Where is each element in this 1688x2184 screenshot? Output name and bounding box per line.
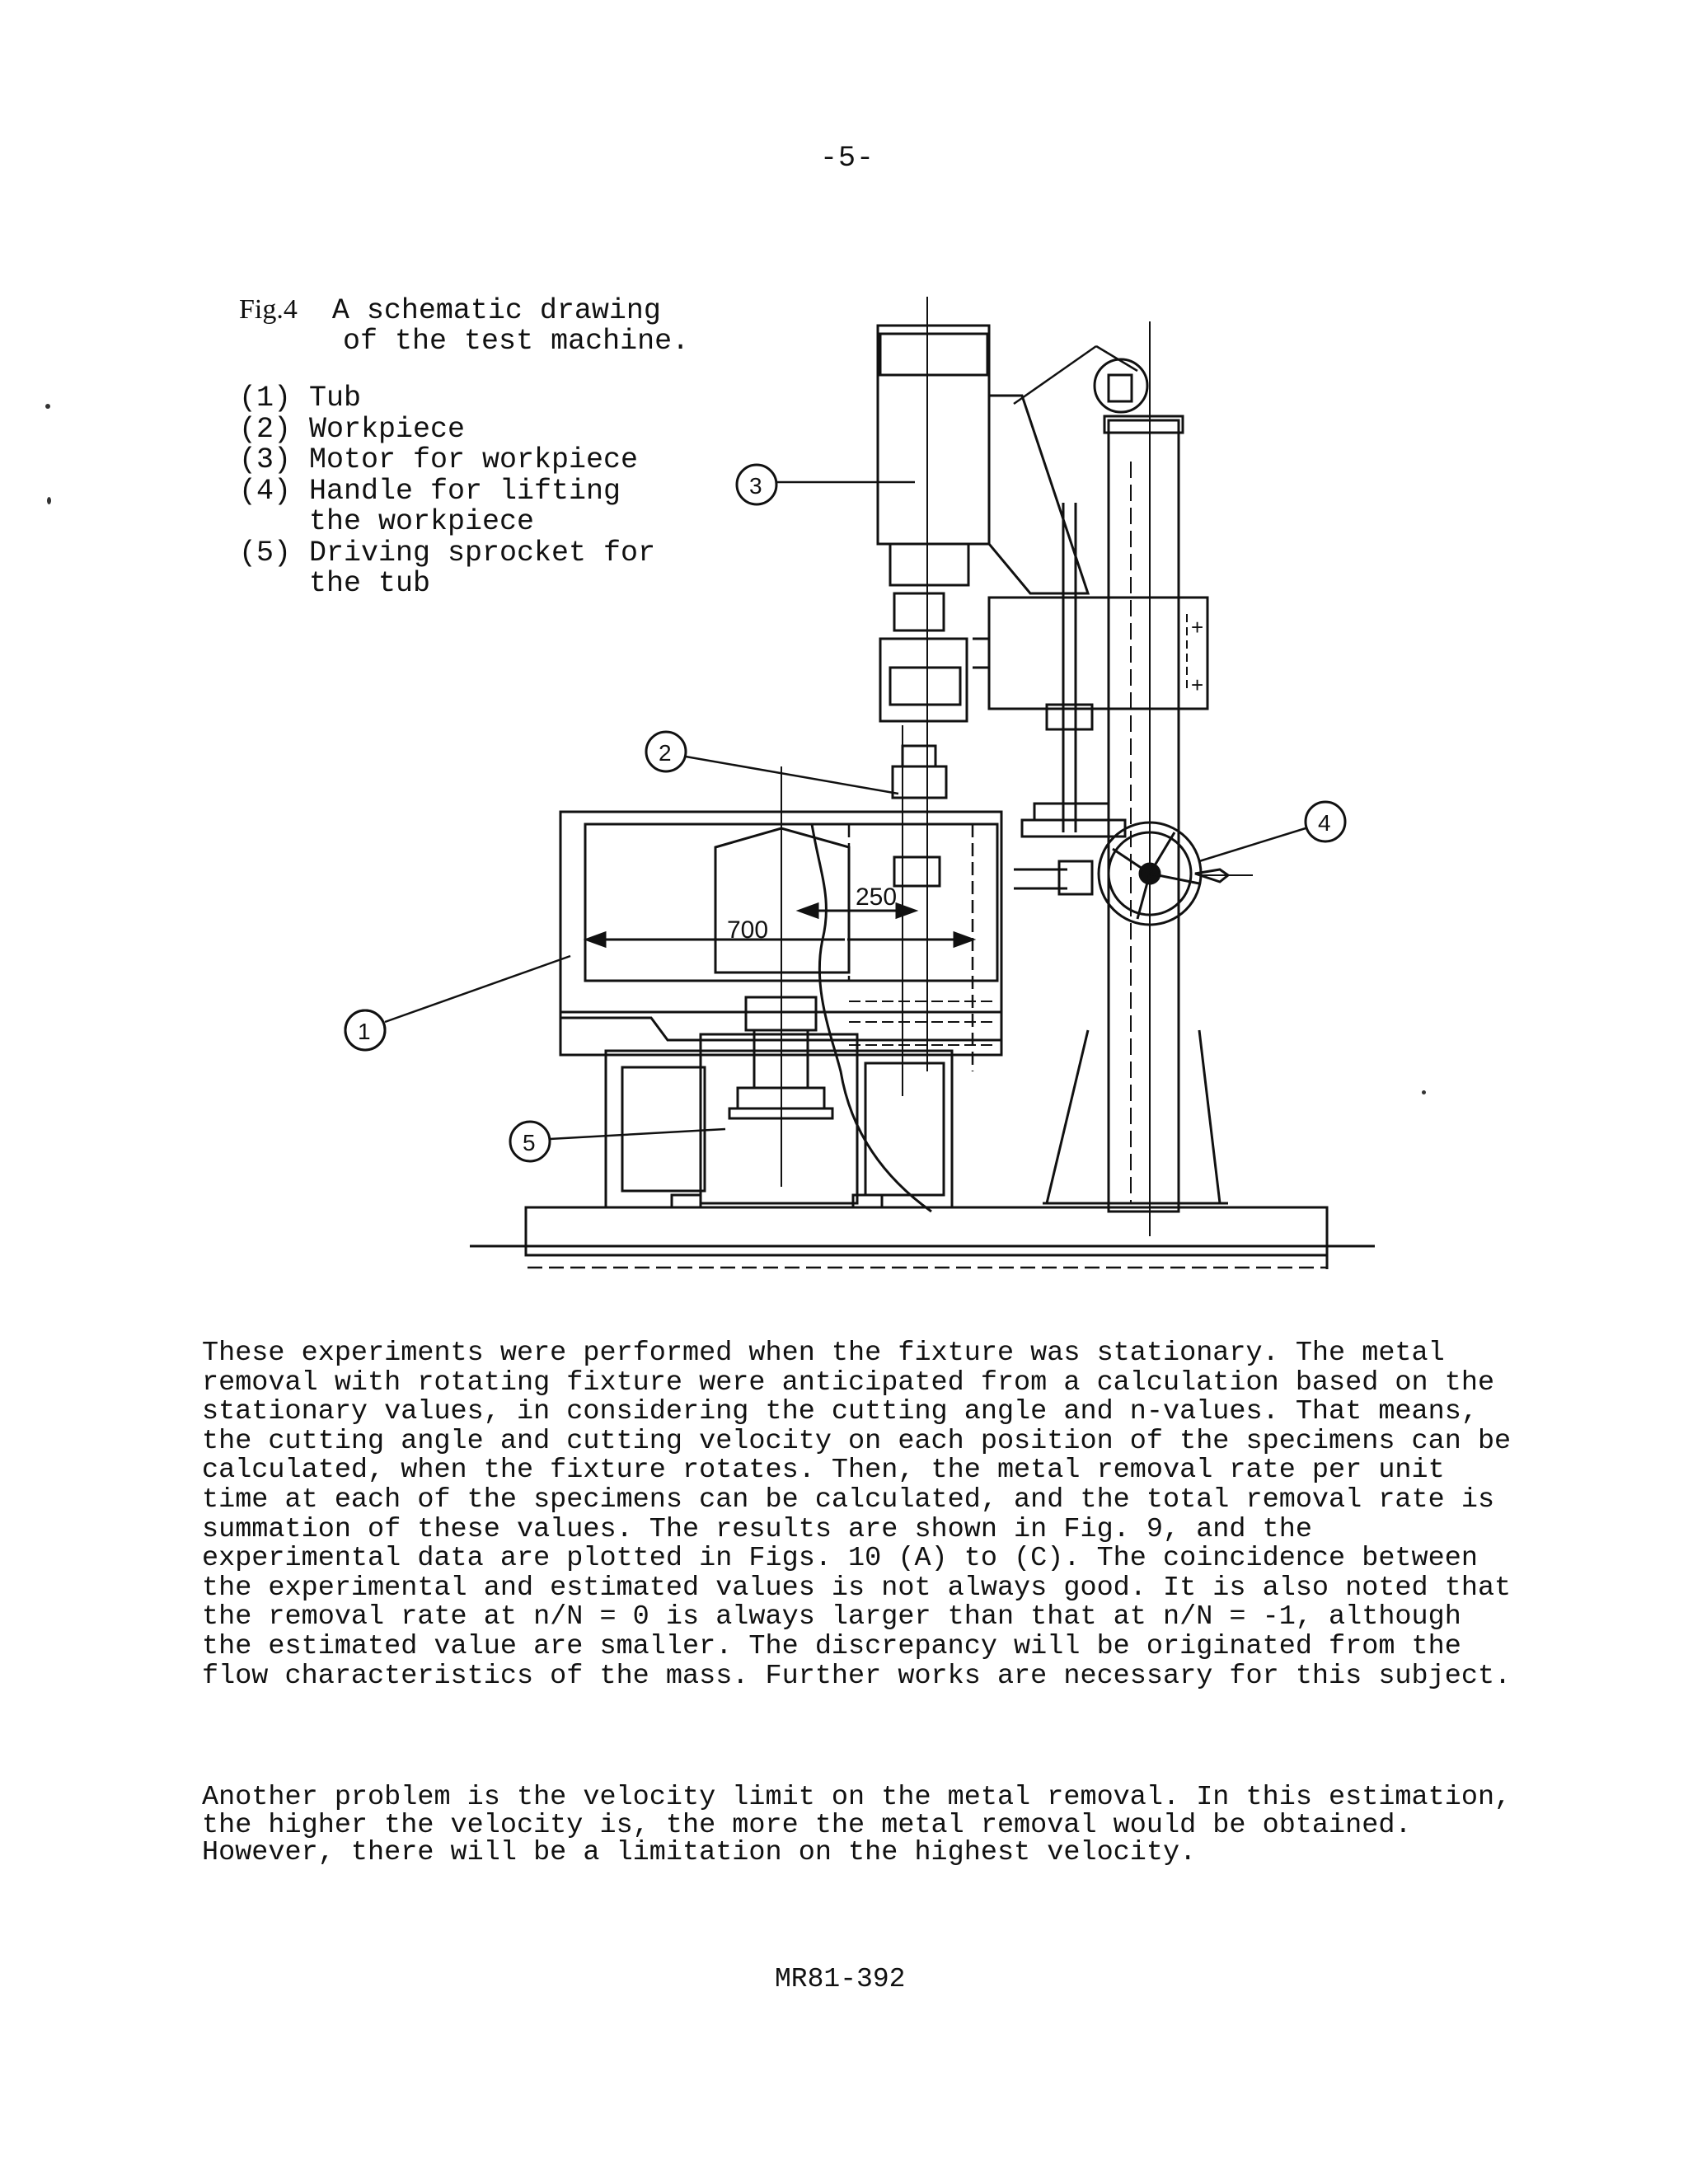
svg-text:+: + (1191, 615, 1204, 640)
dimension-250-label: 250 (856, 883, 898, 911)
scan-speck (45, 404, 50, 409)
legend-number: (3) (239, 443, 292, 476)
callout-2-label: 2 (659, 740, 672, 766)
scan-speck (47, 497, 51, 504)
legend-text: Tub (309, 382, 362, 415)
caption-line-1: A schematic drawing (331, 294, 661, 327)
callout-3-label: 3 (749, 473, 762, 499)
callout-4-label: 4 (1318, 810, 1331, 836)
legend-text: Driving sprocket for the tub (309, 536, 656, 600)
callout-1-label: 1 (358, 1019, 371, 1044)
workpiece (893, 766, 946, 798)
paragraph-2: Another problem is the velocity limit on the metal removal. In this estimation, the higher the velocity is, the more the metal removal would be obtained. However, there will be a limitation on the highest velocity. (202, 1782, 1512, 1868)
paragraph-1: These experiments were performed when the fixture was stationary. The metal removal with rotating fixture were anticipated from a calculation based on the stationary values, in considering the cutting angle and n-values. That means, the cutting angle and cutting velocity on each position of the specimens can be calculated, when the fixture rotates. Then, the metal removal rate per unit time at each of the specimens can be calculated, and the total removal rate is summation of these values. The results are shown in Fig. 9, and the experimental data are plotted in Figs. 10 (A) to (C). The coincidence between the experimental and estimated values is not always good. It is also noted that the removal rate at n/N = 0 is always larger than that at n/N = -1, although the estimated value are smaller. The discrepancy will be originated from the flow characteristics of the mass. Further works are necessary for this subject. (202, 1338, 1512, 1692)
page-number: -5- (820, 142, 875, 175)
legend-text: Handle for lifting the workpiece (309, 474, 621, 538)
lift-carriage (989, 598, 1207, 709)
column (1109, 420, 1179, 1212)
caption-line-2: of the test machine. (343, 325, 690, 358)
legend-number: (5) (239, 536, 292, 569)
dimension-700-label: 700 (727, 916, 769, 944)
tub-cross-section-line (812, 824, 931, 1212)
legend-number: (4) (239, 474, 292, 508)
column-stand (1047, 1030, 1220, 1203)
legend-text: Workpiece (309, 412, 466, 446)
svg-text:+: + (1191, 673, 1204, 697)
tub-body (585, 824, 997, 981)
scan-speck (1422, 1090, 1426, 1094)
workpiece-motor (878, 326, 989, 544)
document-number: MR81-392 (775, 1964, 906, 1994)
callout-5-label: 5 (523, 1130, 536, 1155)
column-pulley (1095, 359, 1147, 412)
legend-number: (2) (239, 412, 292, 446)
figure-label: Fig.4 (239, 294, 298, 325)
legend-number: (1) (239, 382, 292, 415)
legend-text: Motor for workpiece (309, 443, 639, 476)
base-plate (526, 1207, 1327, 1255)
